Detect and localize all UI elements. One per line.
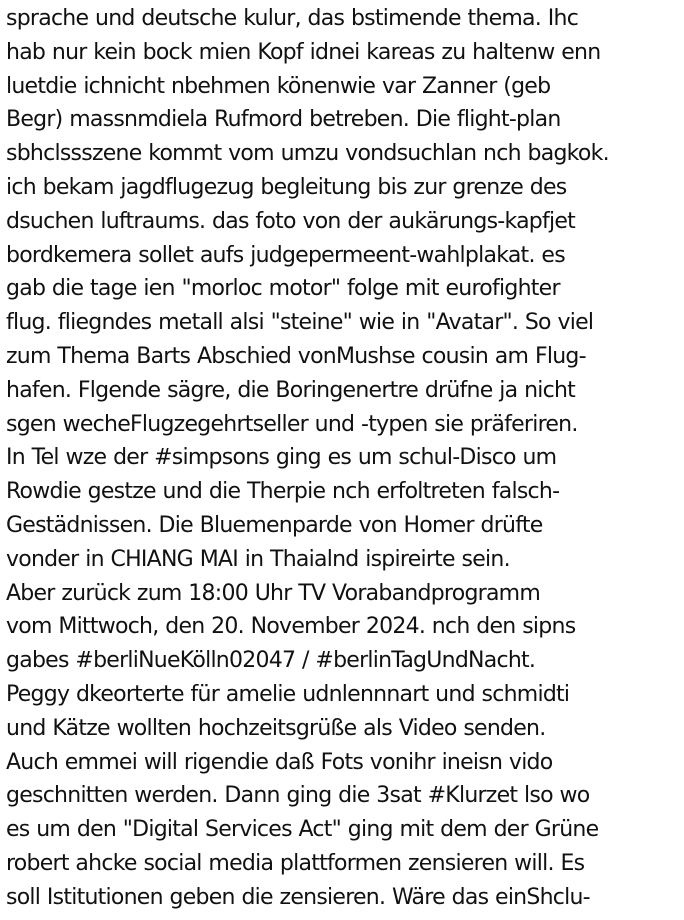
text-line: vonder in CHIANG MAI in Thaialnd ispireirte sein. bbox=[6, 546, 510, 572]
text-line: Begr) massnmdiela Rufmord betreben. Die flight-plan bbox=[6, 107, 561, 133]
text-line: gab die tage ien "morloc motor" folge mit eurofighter bbox=[6, 276, 560, 302]
text-line: es um den "Digital Services Act" ging mit dem der Grüne bbox=[6, 817, 599, 843]
text-line: ich bekam jagdflugezug begleitung bis zur grenze des bbox=[6, 174, 567, 200]
text-line: Auch emmei will rigendie daß Fots vonihr ineisn vido bbox=[6, 749, 553, 775]
text-line: bordkemera sollet aufs judgepermeent-wahlplakat. es bbox=[6, 242, 565, 268]
text-line: hafen. Flgende sägre, die Boringenertre drüfne ja nicht bbox=[6, 377, 576, 403]
text-line: sprache und deutsche kulur, das bstimende thema. Ihc bbox=[6, 6, 579, 31]
text-line: geschnitten werden. Dann ging die 3sat #Klurzet lso wo bbox=[6, 783, 590, 809]
text-line: zum Thema Barts Abschied vonMushse cousin am Flug- bbox=[6, 343, 586, 369]
text-line: Gestädnissen. Die Bluemenparde von Homer drüfte bbox=[6, 512, 543, 538]
text-line: gabes #berliNueKölln02047 / #berlinTagUndNacht. bbox=[6, 648, 536, 674]
text-line: Aber zurück zum 18:00 Uhr TV Vorabandprogramm bbox=[6, 580, 541, 606]
text-line: soll Istitutionen geben die zensieren. Wäre das einShclu- bbox=[6, 884, 590, 910]
text-line: hab nur kein bock mien Kopf idnei kareas zu haltenw enn bbox=[6, 39, 601, 65]
text-line: In Tel wze der #simpsons ging es um schul-Disco um bbox=[6, 445, 557, 471]
text-line: dsuchen luftraums. das foto von der aukärungs-kapfjet bbox=[6, 208, 576, 234]
text-line: und Kätze wollten hochzeitsgrüße als Video senden. bbox=[6, 715, 546, 741]
text-line: Peggy dkeorterte für amelie udnlennnart und schmidti bbox=[6, 681, 570, 707]
text-line: robert ahcke social media plattformen zensieren will. Es bbox=[6, 850, 585, 876]
text-line: sbhclssszene kommt vom umzu vondsuchlan nch bagkok. bbox=[6, 141, 609, 167]
text-line: Rowdie gestze und die Therpie nch erfoltreten falsch- bbox=[6, 479, 560, 505]
text-line: sgen wecheFlugzegehrtseller und -typen sie präferiren. bbox=[6, 411, 578, 437]
body-text bbox=[6, 2, 682, 915]
text-line: flug. fliegndes metall alsi "steine" wie in "Avatar". So viel bbox=[6, 310, 594, 336]
text-line: luetdie ichnicht nbehmen könenwie var Zanner (geb bbox=[6, 73, 551, 99]
text-line: vom Mittwoch, den 20. November 2024. nch den sipns bbox=[6, 614, 576, 640]
